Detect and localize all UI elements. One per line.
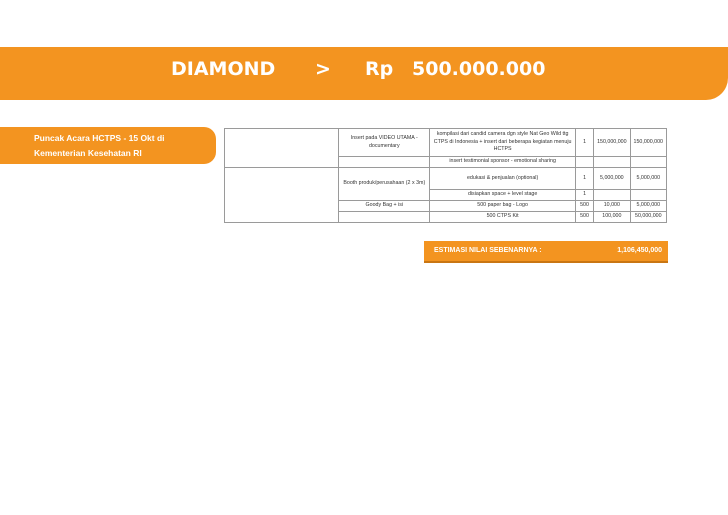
unit-price-cell: 10,000: [594, 201, 630, 212]
item-cell: [339, 157, 430, 168]
blank-cell: [225, 168, 339, 223]
estimate-value: 1,106,450,000: [617, 247, 662, 254]
total-cell: 5,000,000: [630, 168, 666, 190]
item-cell: Goody Bag + isi: [339, 201, 430, 212]
detail-cell: disiapkan space + level stage: [430, 190, 576, 201]
total-cell: 150,000,000: [630, 129, 666, 157]
detail-cell: kompilasi dari candid camera dgn style Nat Geo Wild ttg CTPS di Indonesia + insert dari beberapa kegiatan menuju HCTPS: [430, 129, 576, 157]
detail-cell: 500 paper bag - Logo: [430, 201, 576, 212]
qty-cell: 500: [575, 201, 593, 212]
detail-cell: edukasi & penjualan (optional): [430, 168, 576, 190]
qty-cell: 1: [575, 168, 593, 190]
item-cell: [339, 212, 430, 223]
qty-cell: 500: [575, 212, 593, 223]
estimate-bar: [424, 241, 668, 263]
total-cell: 5,000,000: [630, 201, 666, 212]
event-label-line1: Puncak Acara HCTPS - 15 Okt di: [34, 133, 165, 143]
qty-cell: 1: [575, 190, 593, 201]
event-label: [0, 127, 216, 164]
table-row: [225, 168, 667, 190]
blank-cell: [225, 129, 339, 168]
tier-title: DIAMOND: [171, 58, 276, 80]
unit-price-cell: 150,000,000: [594, 129, 630, 157]
deliverables-table: [224, 128, 667, 223]
qty-cell: [575, 157, 593, 168]
unit-price-cell: 100,000: [594, 212, 630, 223]
qty-cell: 1: [575, 129, 593, 157]
total-cell: 50,000,000: [630, 212, 666, 223]
detail-cell: insert testimonial sponsor - emotional sharing: [430, 157, 576, 168]
arrow-symbol: >: [315, 58, 331, 80]
tier-banner: [0, 47, 728, 100]
detail-cell: 500 CTPS Kit: [430, 212, 576, 223]
total-cell: [630, 157, 666, 168]
currency-label: Rp: [365, 58, 394, 80]
estimate-label: ESTIMASI NILAI SEBENARNYA :: [434, 247, 542, 254]
table-row: [225, 129, 667, 157]
unit-price-cell: [594, 190, 630, 201]
item-cell: Insert pada VIDEO UTAMA - documentary: [339, 129, 430, 157]
total-cell: [630, 190, 666, 201]
unit-price-cell: [594, 157, 630, 168]
item-cell: Booth produk/perusahaan (2 x 3m): [339, 168, 430, 201]
tier-amount: 500.000.000: [412, 58, 546, 80]
event-label-line2: Kementerian Kesehatan RI: [34, 148, 142, 158]
unit-price-cell: 5,000,000: [594, 168, 630, 190]
